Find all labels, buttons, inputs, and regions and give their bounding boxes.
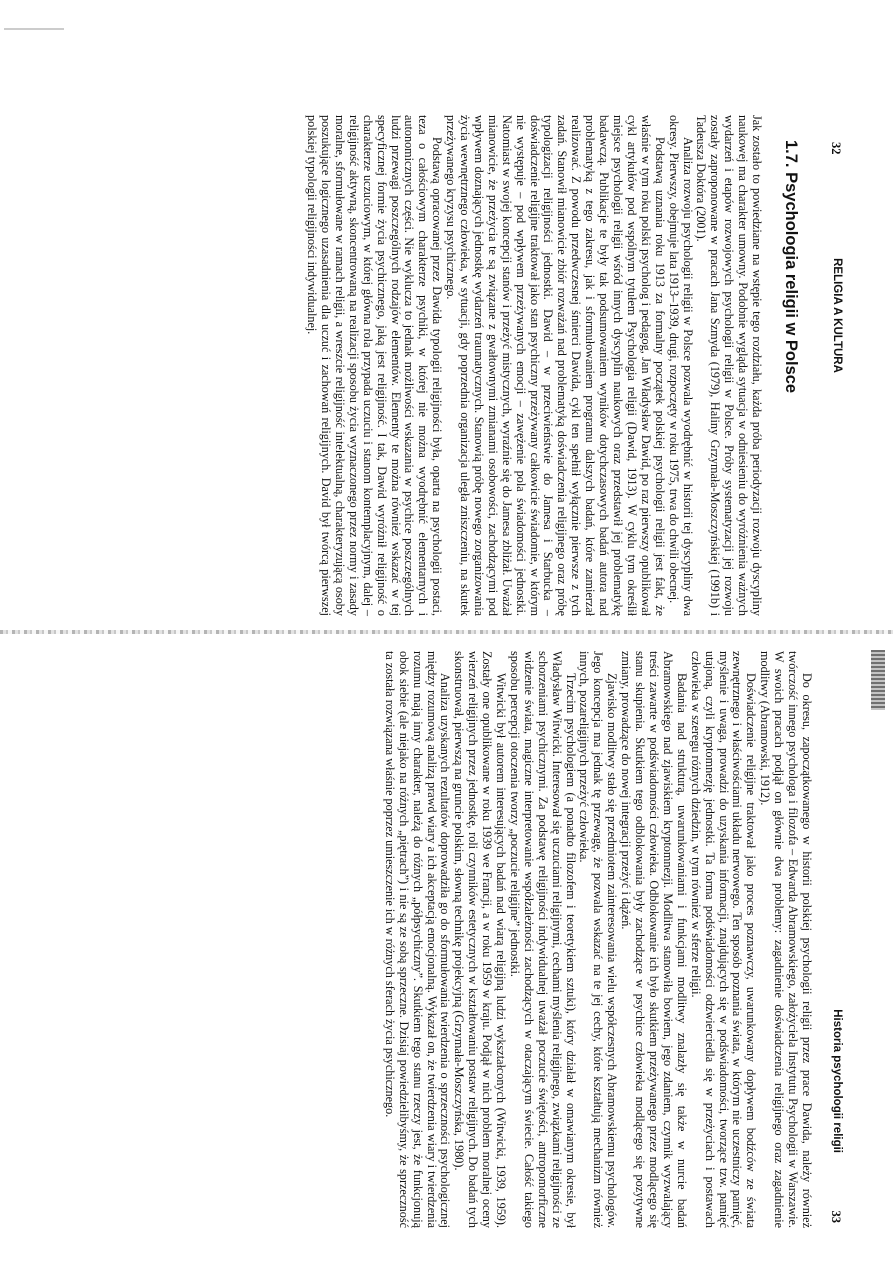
left-page [0, 0, 893, 631]
left-page-header [823, 0, 843, 631]
paragraph: Analiza rozwoju psychologii religii w Polsce pozwala wyodrębnić w historii tej dyscypliny dwa okresy. Pierwszy, obejmuje lata 1913–1939, drugi, rozpoczęty w roku 1975, trwa do chwili obecnej. [666, 115, 695, 616]
running-head: RELIGIA A KULTURA [831, 258, 843, 373]
paragraph: Podstawą uznania roku 1913 za formalny początek polskiej psychologii religii jest fakt, że właśnie w tym roku polski psycholog i pedagog, Jan Władysław Dawid, po raz pierwszy opublikował cykl artykułów pod wspólnym tytułem Psychologia religii (Dawid, 1913). W cyklu tym określił miejsce psychologii religii wśród innych dyscyplin naukowych oraz przedstawił jej problematykę badawczą. Publikacje te były tak podsumowaniem wyników dotychczasowych badań autora nad problematyką z tego zakresu, jak i sformułowaniem programu dalszych badań, które zamierzał realizować. Z powodu przedwczesnej śmierci Dawida, cykl ten spełnił wyłącznie pierwsze z tych zadań. Stanowił mianowicie zbiór rozważań nad problematyką doświadczenia religijnego oraz próbę typologizacji religijności jednostki. Dawid – w przeciwieństwie do Jamesa i Starbucka – doświadczenie religijne traktował jako stan psychiczny przeżywany całkowicie świadomie, w którym nie występuje – pod wpływem przeżywanych emocji – zawężenie pola świadomości jednostki. Natomiast w swojej koncepcji stanów i przeżyć mistycznych, wyraźnie się do Jamesa zbliżał. Uważał mianowicie, że przeżycia te są związane z gwałtownymi zmianami osobowości, zachodzącymi pod wpływem doznających jednostkę wydarzeń traumatycznych. Stanowią próbę nowego zorganizowania życia wewnętrznego człowieka, w sytuacji, gdy poprzednia organizacja uległa zniszczeniu, na skutek przeżywanego kryzysu psychicznego. [444, 115, 667, 616]
right-page-header [823, 631, 843, 1263]
paragraph: Jak zostało to powiedziane na wstępie tego rozdziału, każda próba periodyzacji rozwoju dyscypliny naukowej ma charakter umowny. Podobnie wygląda sytuacja w odniesieniu do wyróżnienia ważnych wydarzeń i etapów rozwojowych psychologii religii w Polsce. Próby systematyzacji jej rozwoju zostały zaproponowane w pracach Jana Szmyda (1979), Haliny Grzymała-Moszczyńskiej (1991b) i Tadeusza Doktóra (2001). [694, 115, 765, 616]
right-page [0, 631, 893, 1263]
paragraph: Witwicki był autorem interesujących badań nad wiarą religijną ludzi wykształconych (Witwicki, 1939, 1959). Zostały one opublikowane w roku 1939 we Francji, a w roku 1959 w kraju. Podjął w nich problem moralnej oceny wierzeń religijnych przez jednostkę, roli czynników estetycznych w kształtowaniu postaw religijnych. Do badań tych skonstruował, pierwszą na gruncie polskim, słowną technikę projekcyjną (Grzymała-Moszczyńska, 1980). [452, 651, 509, 1228]
section-title: 1.7. Psychologia religii w Polsce [782, 140, 800, 394]
paragraph: Analiza uzyskanych rezultatów doprowadziła go do sformułowania twierdzenia o sprzeczności psychologicznej między rozumową analizą prawd wiary a ich akceptacją emocjonalną. Wykazał on, że twierdzenia wiary i twierdzenia rozumu mają inny charakter, należą do różnych „półpsychiczny”. Skutkiem tego stanu rzeczy jest, że funkcjonują obok siebie (ale niejako na różnych „piętrach”) i nie są ze sobą sprzeczne. Dzisiaj powiedzielibyśmy, że sprzeczność ta została rozwiązana właśnie poprzez umieszczenie ich w różnych sferach życia psychicznego. [382, 651, 453, 1228]
running-head: Historia psychologii religii [831, 1009, 843, 1153]
left-page-body [30, 115, 801, 616]
paragraph: Podstawą opracowanej przez Dawida typologii religijności była, oparta na psychologii postaci, teza o całościowym charakterze psychiki, w której nie można wyodrębnić elementarnych i autonomicznych części. Nie wyklucza to jednak możliwości wskazania w psychice poszczególnych ludzi przewagi poszczególnych rodzajów elementów. Elementy te można również wskazać w tej specyficznej formie życia psychicznego, jaką jest religijność. I tak, Dawid wyróżnił religijność o charakterze uczuciowym, w której główna rola przypada uczuciu i stanom kontemplacyjnym, dalej – religijność aktywną, skoncentrowaną na realizacji sposobu życia wyznaczonego przez normy i zasady moralne, sformułowane w ramach religii, a wreszcie religijność intelektualną, charakteryzującą osoby poszukujące logicznego uzasadnienia dla uczuć i zachowań religijnych. David był twórcą pierwszej polskiej typologii religijności indywidualnej. [305, 115, 445, 616]
paragraph: Zjawisko modlitwy stało się przedmiotem zainteresowania wielu współczesnych Abramowskiemu psychologów. Jego koncepcja ma jednak tę przewagę, że pozwala wskazać na te jej cechy, które kształtują mechanizm również innych, pozareligijnych przeżyć człowieka. [577, 651, 620, 1228]
right-page-body [30, 651, 813, 1228]
paragraph: Do okresu, zapoczątkowanego w historii polskiej psychologii religii przez prace Dawida, należy również twórczość innego psychologa i filozofa – Edwarda Abramowskiego, założyciela Instytutu Psychologii w Warszawie. W swoich pracach podjął on głównie dwa problemy: zagadnienie doświadczenia religijnego oraz zagadnienie modlitwy (Abramowski, 1912). [758, 651, 814, 1228]
page-number: 33 [829, 1210, 843, 1223]
page-number: 32 [829, 142, 843, 155]
paragraph: Trzecim psychologiem (a ponadto filozofem i teoretykiem sztuki), który działał w omawianym okresie, był Władysław Witwicki. Interesował się uczuciami religijnymi, cechami myślenia religijnego, związkami religijności ze schorzeniami psychicznymi. Za podstawę religijności indywidualnej uważał poczucie świętości, antropomorficzne widzenie świata, magiczne interpretowanie współzależności zachodzących w otaczającym świecie. Całość takiego sposobu percepcji otoczenia tworzy „poczucie religijne” jednostki. [507, 651, 578, 1228]
paragraph: Doświadczenie religijne traktował jako proces poznawczy, uwarunkowany dopływem bodźców ze świata zewnętrznego i właściwościami układu nerwowego. Ten sposób poznania świata, w którym nie uczestniczy pamięć, myślenie i uwaga, prowadzi do uzyskania informacji, znajdujących się w podświadomości, tworzące tzw. pamięć utajoną, czyli kryptomnezję jednostki. Ta forma podświadomości odzwierciedla się w przeżyciach i postawach człowieka w szeregu różnych dziedzin, w tym również w sferze religii. [688, 651, 759, 1228]
paragraph: Badania nad strukturą, uwarunkowaniami i funkcjami modlitwy znalazły się także w nurcie badań Abramowskiego nad zjawiskiem kryptomnezji. Modlitwa stanowiła bowiem, jego zdaniem, czynnik wyzwalający treści zawarte w podświadomości człowieka. Odblokowanie ich było skutkiem przeżywanego przez modlącego się stanu skupienia. Skutkiem tego odblokowania były zachodzące w psychice człowieka modlącego się pozytywne zmiany, prowadzące do nowej integracji przeżyć i dążeń. [619, 651, 689, 1228]
